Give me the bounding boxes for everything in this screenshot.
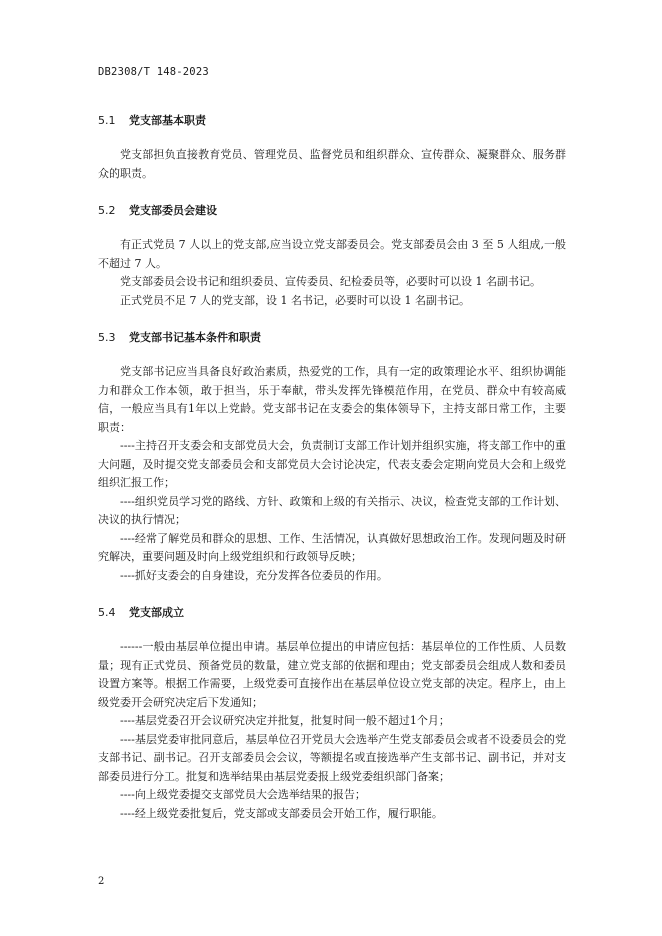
section-heading xyxy=(98,202,566,218)
section-number: 5.3 xyxy=(98,331,116,344)
page-number: 2 xyxy=(98,876,105,887)
section-5-3 xyxy=(98,329,566,585)
paragraph: 党支部担负直接教育党员、管理党员、监督党员和组织群众、宣传群众、凝聚群众、服务群众的职责。 xyxy=(98,148,566,180)
section-5-4 xyxy=(98,604,566,823)
paragraph: ----基层党委召开会议研究决定并批复，批复时间一般不超过1个月； xyxy=(120,714,450,727)
paragraph: ----组织党员学习党的路线、方针、政策和上级的有关指示、决议，检查党支部的工作计划、决议的执行情况； xyxy=(98,494,566,526)
section-title: 党支部成立 xyxy=(129,606,184,619)
section-5-2 xyxy=(98,202,566,310)
paragraph: 党支部委员会设书记和组织委员、宣传委员、纪检委员等，必要时可以设 1 名副书记。 xyxy=(120,275,541,288)
section-number: 5.1 xyxy=(98,114,116,127)
section-title: 党支部委员会建设 xyxy=(129,204,217,217)
section-heading xyxy=(98,112,566,128)
section-number: 5.4 xyxy=(98,606,116,619)
paragraph: 党支部书记应当具备良好政治素质，热爱党的工作，具有一定的政策理论水平、组织协调能力和群众工作本领，敢于担当，乐于奉献，带头发挥先锋模范作用，在党员、群众中有较高威信，一般应当具有1年以上党龄。党支部书记在支委会的集体领导下，主持支部日常工作，主要职责： xyxy=(98,365,566,434)
section-number: 5.2 xyxy=(98,204,116,217)
document-id-header: DB2308/T 148-2023 xyxy=(98,66,209,78)
document-body xyxy=(98,112,566,823)
section-5-1 xyxy=(98,112,566,183)
paragraph: 有正式党员 7 人以上的党支部,应当设立党支部委员会。党支部委员会由 3 至 5 人组成,一般不超过 7 人。 xyxy=(98,238,566,270)
paragraph: ----向上级党委提交支部党员大会选举结果的报告； xyxy=(120,788,366,801)
paragraph: ----基层党委审批同意后，基层单位召开党员大会选举产生党支部委员会或者不设委员会的党支部书记、副书记。召开支部委员会会议，等额提名或直接选举产生支部书记、副书记，并对支部委员进行分工。批复和选举结果由基层党委报上级党委组织部门备案； xyxy=(98,732,566,783)
section-heading xyxy=(98,329,566,345)
paragraph: ----经上级党委批复后，党支部或支部委员会开始工作，履行职能。 xyxy=(120,806,443,820)
paragraph: ----抓好支委会的自身建设，充分发挥各位委员的作用。 xyxy=(120,568,388,582)
section-title: 党支部基本职责 xyxy=(129,114,206,127)
paragraph: ------一般由基层单位提出申请。基层单位提出的申请应包括：基层单位的工作性质、人员数量；现有正式党员、预备党员的数量，建立党支部的依据和理由；党支部委员会组成人数和委员设置方案等。根据工作需要，上级党委可直接作出在基层单位设立党支部的决定。程序上，由上级党委开会研究决定后下发通知； xyxy=(98,640,566,709)
section-heading xyxy=(98,604,566,620)
section-title: 党支部书记基本条件和职责 xyxy=(129,331,261,344)
paragraph: ----主持召开支委会和支部党员大会，负责制订支部工作计划并组织实施，将支部工作中的重大问题，及时提交党支部委员会和支部党员大会讨论决定，代表支委会定期向党员大会和上级党组织汇报工作； xyxy=(98,439,566,489)
paragraph: 正式党员不足 7 人的党支部，设 1 名书记，必要时可以设 1 名副书记。 xyxy=(120,293,470,307)
paragraph: ----经常了解党员和群众的思想、工作、生活情况，认真做好思想政治工作。发现问题及时研究解决，重要问题及时向上级党组织和行政领导反映； xyxy=(98,531,566,563)
